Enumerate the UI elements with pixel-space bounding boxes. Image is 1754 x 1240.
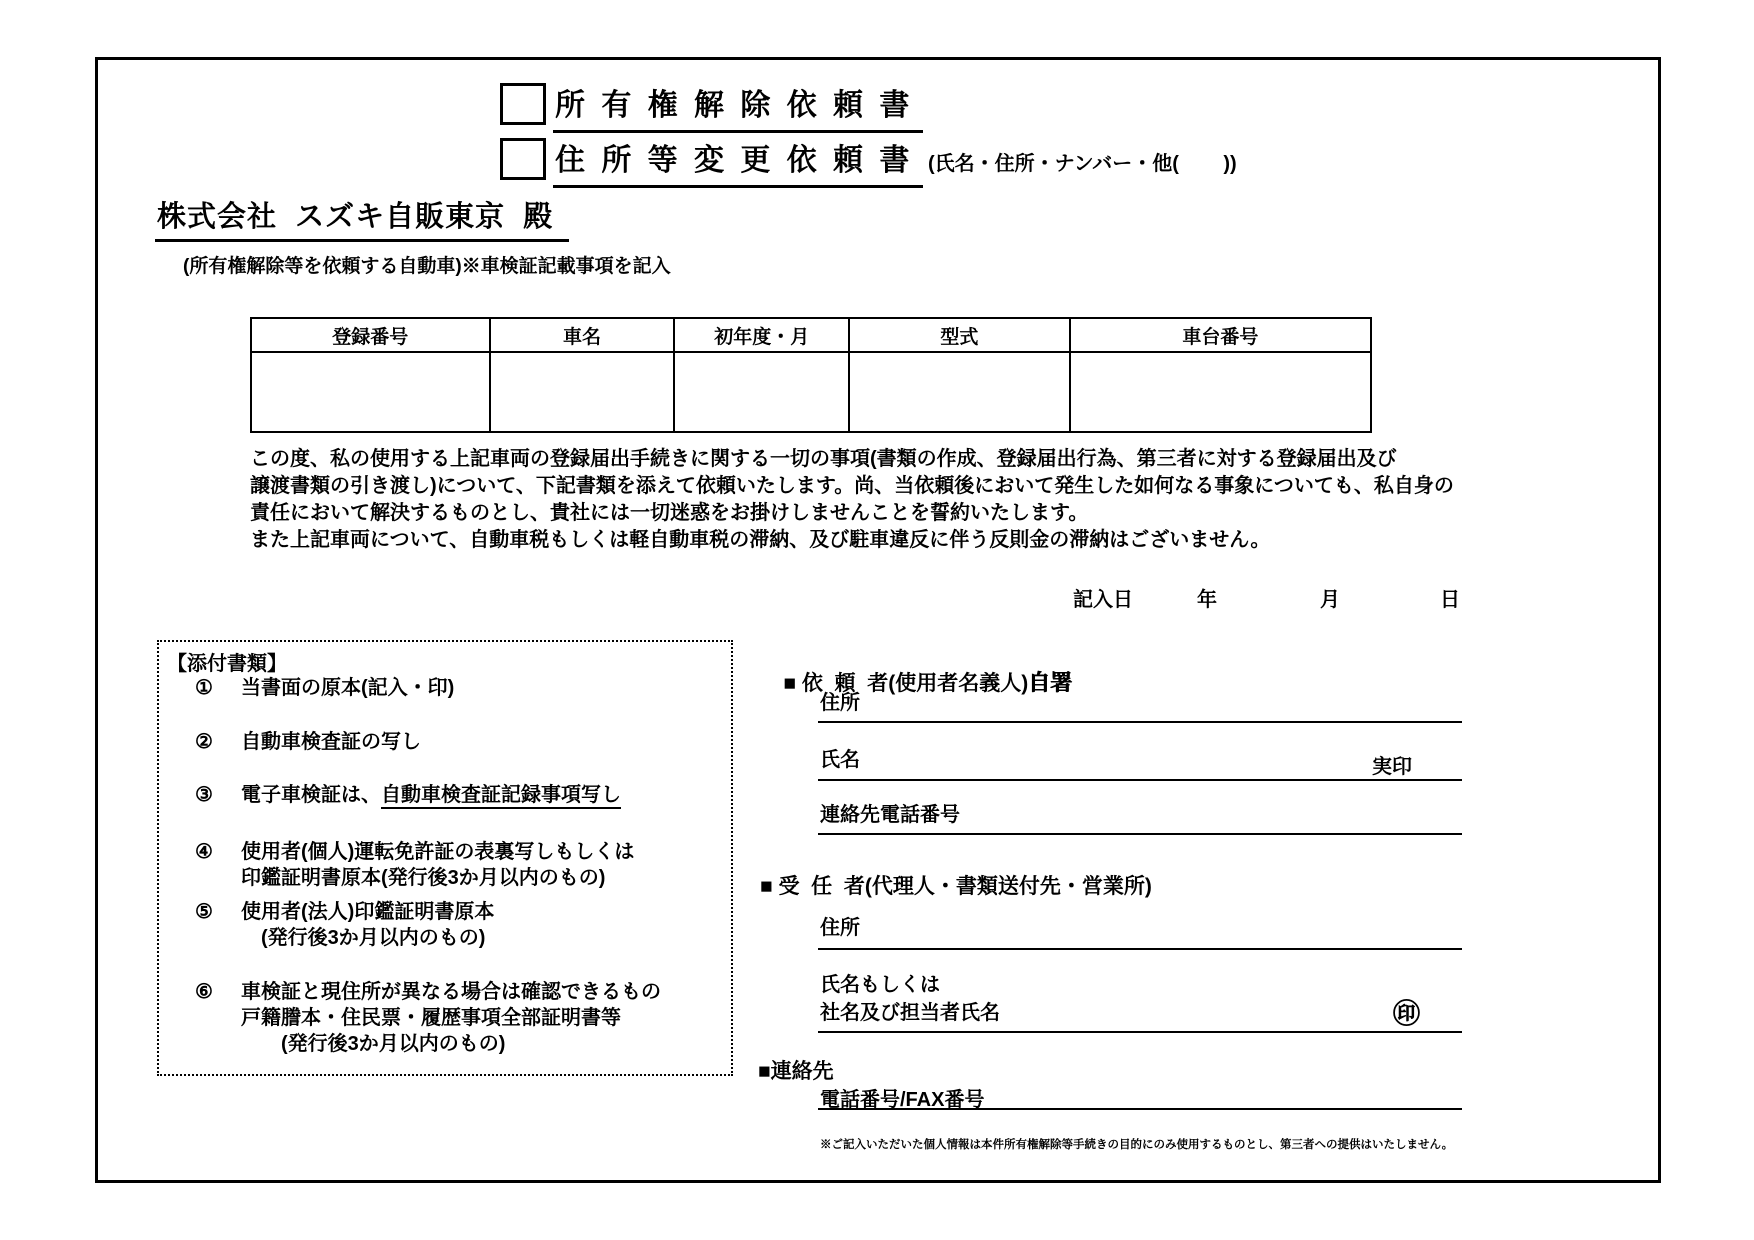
attachment-item-text: 印鑑証明書原本(発行後3か月以内のもの) [241,867,606,889]
attachment-item-text: (発行後3か月以内のもの) [281,1033,506,1055]
entry-date-label: 記入日 [1073,589,1133,611]
vehicle-table-header-registration-number: 登録番号 [251,318,490,352]
vehicle-table-header-model: 型式 [849,318,1070,352]
vehicle-cell-first-year-month[interactable] [674,352,849,432]
attachment-item-number: ⑤ [195,901,213,923]
vehicle-table-header-car-name: 車名 [490,318,675,352]
addressee-heading: 株式会社 スズキ自販東京 殿 [155,194,569,242]
attachment-item-6 [195,979,661,1057]
attachment-item-text-underlined: 自動車検査証記録事項写し [381,784,621,809]
attachment-item-number: ① [195,677,213,699]
vehicle-cell-chassis-number[interactable] [1070,352,1371,432]
year-label: 年 [1197,589,1217,611]
attachment-item-text-prefix: 電子車検証は、 [241,784,381,806]
requester-phone-label: 連絡先電話番号 [820,804,960,826]
vehicle-table-header-first-year-month: 初年度・月 [674,318,849,352]
attachment-item-5 [195,899,494,951]
attachment-item-text: 使用者(法人)印鑑証明書原本 [241,901,495,923]
seal-mark: ㊞ [1393,999,1420,1029]
attachment-item-1 [195,675,454,701]
delegate-name-label-line1: 氏名もしくは [820,974,940,996]
address-change-scope-note: (氏名・住所・ナンバー・他( )) [928,153,1237,175]
attachment-item-number: ⑥ [195,981,213,1003]
requester-name-label: 氏名 [820,749,860,771]
attachment-item-text: 当書面の原本(記入・印) [241,677,455,699]
vehicle-cell-car-name[interactable] [490,352,675,432]
declaration-paragraph [250,446,1454,554]
attachment-item-text: 車検証と現住所が異なる場合は確認できるもの [241,981,661,1003]
attachment-item-number: ④ [195,841,213,863]
registered-seal-note: 実印 [1372,756,1412,778]
vehicle-cell-model[interactable] [849,352,1070,432]
delegate-address-label: 住所 [820,917,860,939]
declaration-line: 譲渡書類の引き渡し)について、下記書類を添えて依頼いたします。尚、当依頼後において発生した如何なる事象についても、私自身の [250,475,1454,497]
attachment-item-number: ② [195,731,213,753]
vehicle-table-header-row [251,318,1371,352]
requester-heading-text: ■ 依 頼 者(使用者名義人) [783,672,1029,695]
requester-address-label: 住所 [820,692,860,714]
requester-self-signature-note: 自署 [1028,670,1073,695]
contact-section-heading: ■連絡先 [758,1060,834,1083]
declaration-line: この度、私の使用する上記車両の登録届出手続きに関する一切の事項(書類の作成、登録届出行為、第三者に対する登録届出及び [250,448,1397,470]
requester-name-field[interactable] [818,779,1462,781]
attachments-box [157,640,733,1076]
form-title-address-change: 住 所 等 変 更 依 頼 書 [553,135,923,188]
declaration-line: また上記車両について、自動車税もしくは軽自動車税の滞納、及び駐車違反に伴う反則金の滞納はございません。 [250,529,1271,551]
vehicle-cell-registration-number[interactable] [251,352,490,432]
attachment-item-number: ③ [195,784,213,806]
attachment-item-4 [195,839,634,891]
attachment-item-text: 自動車検査証の写し [241,731,421,753]
requester-section-heading [760,642,1072,721]
delegate-name-field[interactable] [818,1031,1462,1033]
attachment-item-text: 戸籍謄本・住民票・履歴事項全部証明書等 [241,1007,621,1029]
delegate-section-heading: ■ 受 任 者(代理人・書類送付先・営業所) [760,875,1152,898]
address-change-checkbox[interactable] [500,138,546,180]
contact-phone-fax-field[interactable] [818,1108,1462,1110]
vehicle-section-note: (所有権解除等を依頼する自動車)※車検証記載事項を記入 [183,256,671,277]
declaration-line: 責任において解決するものとし、貴社には一切迷惑をお掛けしませんことを誓約いたします。 [250,502,1089,524]
attachment-item-text [241,782,621,808]
attachment-item-text: (発行後3か月以内のもの) [261,927,486,949]
attachment-item-text: 使用者(個人)運転免許証の表裏写しもしくは [241,841,635,863]
delegate-address-field[interactable] [818,948,1462,950]
privacy-footer-note: ※ご記入いただいた個人情報は本件所有権解除等手続きの目的にのみ使用するものとし、第三者への提供はいたしません。 [820,1139,1454,1151]
contact-phone-fax-label: 電話番号/FAX番号 [820,1089,985,1111]
vehicle-table-entry-row [251,352,1371,432]
attachment-item-2 [195,729,421,755]
attachment-item-3 [195,782,621,808]
requester-address-field[interactable] [818,721,1462,723]
ownership-release-checkbox[interactable] [500,83,546,125]
delegate-name-label-line2: 社名及び担当者氏名 [820,1002,1000,1024]
requester-phone-field[interactable] [818,833,1462,835]
vehicle-table-header-chassis-number: 車台番号 [1070,318,1371,352]
attachments-title: 【添付書類】 [167,653,287,675]
form-title-ownership-release: 所 有 権 解 除 依 頼 書 [553,80,923,133]
vehicle-table [250,317,1372,433]
day-label: 日 [1440,589,1460,611]
month-label: 月 [1320,589,1340,611]
